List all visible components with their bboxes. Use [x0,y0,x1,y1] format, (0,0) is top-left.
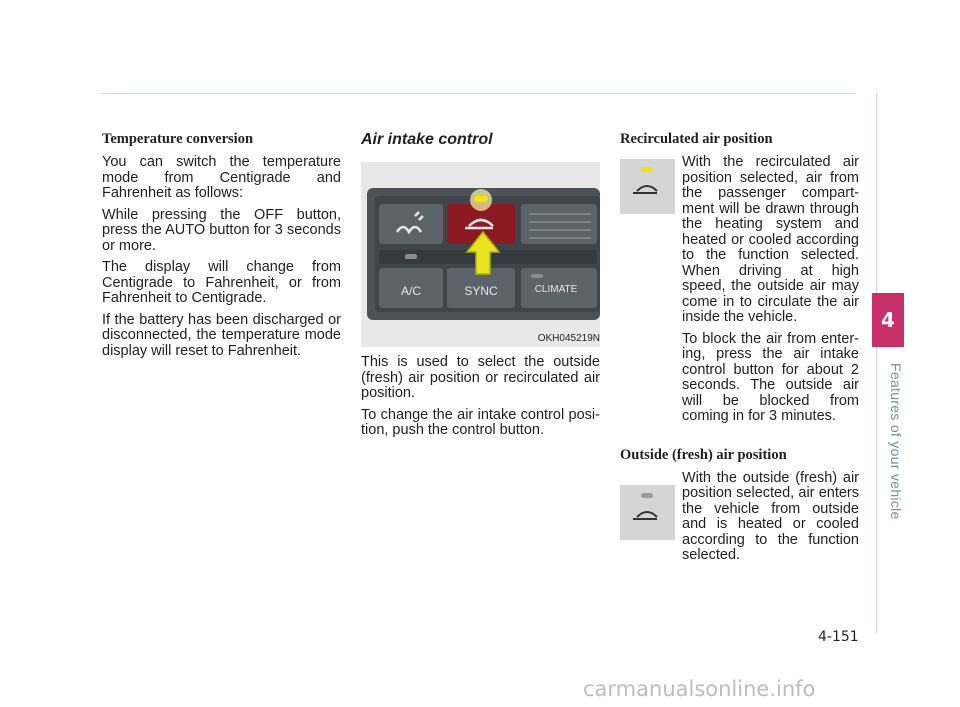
control-panel-illustration [361,162,600,347]
outside-section [620,471,859,570]
page-number: 4-151 [818,629,859,645]
climate-button-label: CLIMATE [534,284,578,295]
paragraph: While pressing the OFF button, press the AUTO button for 3 seconds or more. [102,206,341,254]
watermark: carmanualsonline.info [583,677,816,701]
chapter-tab: 4 [872,293,904,347]
paragraph: With the recirculated air position selected, air from the passenger compartment will be drawn through the heating system and heated or cooled according to the function selected. When driving at high speed, the outside air may come in to circulate the air inside the vehicle. [682,154,859,325]
recirculated-air-icon [620,159,675,214]
paragraph: The display will change from Centigrade to Fahrenheit, or from Fahrenheit to Centigrade. [102,259,341,306]
column-air-intake [361,131,600,445]
paragraph: This is used to select the outside (fresh) air position or recirculated air position. [361,354,600,401]
outside-air-heading: Outside (fresh) air position [620,446,787,463]
paragraph: With the outside (fresh) air position selected, air enters the vehicle from outside and is heated or cooled according to the function selected. [682,469,859,563]
air-intake-heading: Air intake control [361,131,493,148]
paragraph: To block the air from entering, press the air intake control button for about 2 seconds. The outside air will be blocked from coming in for 3 minutes. [682,330,859,424]
paragraph: You can switch the temperature mode from Centigrade and Fahrenheit as follows: [102,154,341,201]
recirculated-section [620,155,859,431]
outside-air-icon [620,485,675,540]
chapter-title: Features of your vehicle [888,363,904,520]
column-positions [620,131,859,570]
ac-button-label: A/C [400,284,422,298]
sync-button-label: SYNC [464,284,498,298]
top-rule [101,93,856,94]
paragraph: If the battery has been discharged or disconnected, the temperature mode display will reset to Fahrenheit. [102,311,341,359]
paragraph: To change the air intake control position, push the control button. [361,406,600,438]
side-rule [876,93,877,633]
recirculated-heading: Recirculated air position [620,131,773,147]
temperature-conversion-heading: Temperature conversion [102,131,254,147]
photo-code: OKH045219N [537,333,600,344]
control-panel-photo [361,162,600,347]
column-temperature [102,131,341,365]
